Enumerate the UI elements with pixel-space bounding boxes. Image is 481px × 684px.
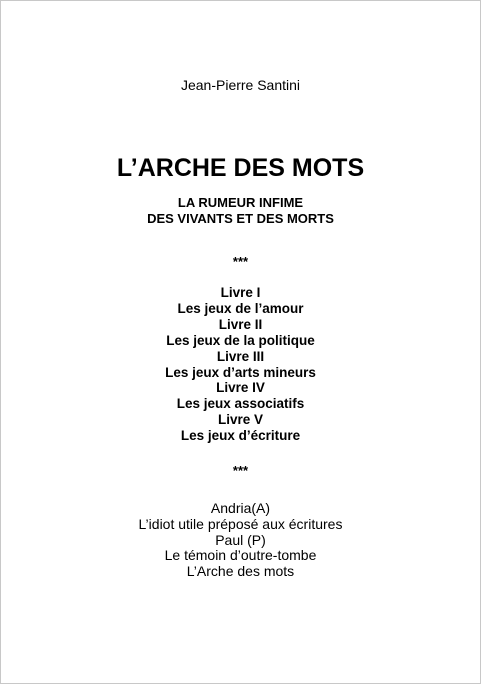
section-separator: *** bbox=[232, 254, 249, 269]
book-part-title: Les jeux de la politique bbox=[166, 332, 315, 348]
book-part-title: Les jeux de l’amour bbox=[177, 300, 304, 316]
book-heading: Livre I bbox=[220, 285, 261, 300]
book-heading: Livre II bbox=[218, 316, 263, 332]
subtitle-line: LA RUMEUR INFIME bbox=[177, 195, 304, 210]
character-entry: Le témoin d’outre-tombe bbox=[164, 547, 317, 564]
character-entry: Andria(A) bbox=[210, 500, 271, 516]
book-heading: Livre III bbox=[216, 348, 265, 364]
author-name: Jean-Pierre Santini bbox=[180, 77, 301, 93]
book-heading: Livre IV bbox=[216, 380, 265, 396]
book-heading: Livre V bbox=[217, 412, 264, 428]
book-part-title: Les jeux associatifs bbox=[176, 396, 305, 412]
character-entry: Paul (P) bbox=[215, 531, 266, 548]
section-separator: *** bbox=[232, 463, 249, 478]
character-entry: L’Arche des mots bbox=[186, 563, 295, 580]
book-part-title: Les jeux d’arts mineurs bbox=[165, 364, 316, 380]
character-list bbox=[1, 501, 480, 580]
book-part-title: Les jeux d’écriture bbox=[180, 428, 301, 444]
character-entry: L’idiot utile préposé aux écritures bbox=[138, 515, 343, 532]
table-of-contents bbox=[1, 285, 480, 444]
book-subtitle bbox=[1, 195, 480, 227]
book-title: L’ARCHE DES MOTS bbox=[116, 154, 365, 182]
subtitle-line: DES VIVANTS ET DES MORTS bbox=[147, 211, 334, 226]
